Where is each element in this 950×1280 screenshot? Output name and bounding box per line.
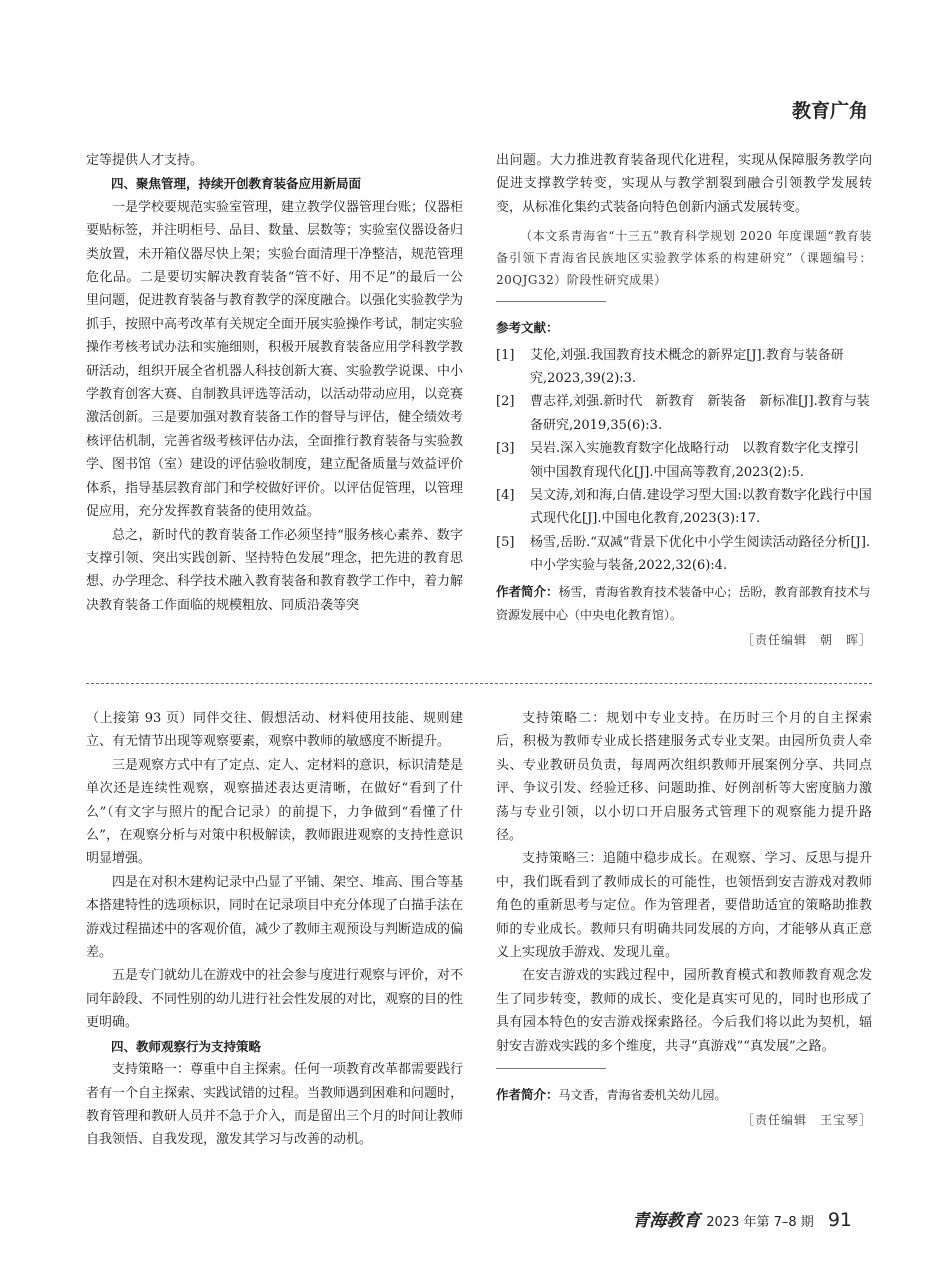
- paragraph: 支持策略三：追随中稳步成长。在观察、学习、反思与提升中，我们既看到了教师成长的可能性，也领悟到安吉游戏对教师角色的重新思考与定位。作为管理者，要借助适宜的策略助推教师的专业成长。教师只有明确共同发展的方向，才能够从真正意义上实现放手游戏、发现儿童。: [496, 851, 872, 961]
- references-title: 参考文献：: [496, 320, 559, 336]
- reference-item: [496, 344, 872, 391]
- paragraph: 一是学校要规范实验室管理，建立教学仪器管理台账；仪器柜要贴标签，并注明柜号、品目、数量、层数等；实验室仪器设备归类放置，未开箱仪器尽快上架；实验台面清理干净整洁，规范管理危化品。二是要切实解决教育装备“管不好、用不足”的最后一公里问题，促进教育装备与教育教学的深度融合。以强化实验教学为抓手，按照中高考改革有关规定全面开展实验操作考试，制定实验操作考核考试办法和实施细则，积极开展教育装备应用学科教学教研活动，组织开展全省机器人科技创新大赛、实验教学说课、中小学教育创客大赛、自制教具评选等活动，以活动带动应用，以竞赛激活创新。三是要加强对教育装备工作的督导与评估，健全绩效考核评估机制，完善省级考核评估办法，全面推行教育装备与实验教学、图书馆（室）建设的评估验收制度，建立配备质量与效益评价体系，指导基层教育部门和学校做好评价。以评估促管理，以管理促应用，充分发挥教育装备的使用效益。: [86, 199, 464, 520]
- reference-item: [496, 484, 872, 531]
- page-footer: [632, 1206, 852, 1231]
- author-info: [496, 580, 872, 627]
- paragraph: 四是在对积木建构记录中凸显了平铺、架空、堆高、围合等基本搭建特性的选项标识，同时在记录项目中充分体现了白描手法在游戏过程描述中的客观价值，减少了教师主观预设与判断造成的偏差。: [86, 874, 464, 961]
- author-label: 作者简介：: [496, 583, 559, 599]
- reference-number: [5]: [496, 534, 515, 550]
- paragraph: 支持策略一：尊重中自主探索。任何一项教育改革都需要践行者有一个自主探索、实践试错的过程。当教师遇到困难和问题时，教育管理和教研人员并不急于介入，而是留出三个月的时间让教师自我领悟、自我发现，激发其学习与改善的动机。: [86, 1062, 464, 1148]
- reference-item: [496, 390, 872, 437]
- reference-text: 吴岩.深入实施教育数字化战略行动 以教育数字化支撑引领中国教育现代化[J].中国高等教育,2023(2):5.: [530, 441, 860, 480]
- bottom-right-column: [496, 707, 872, 1133]
- author-text: 马文香，青海省委机关幼儿园。: [558, 1088, 727, 1103]
- paragraph: 定等提供人才支持。: [86, 153, 204, 168]
- paragraph: 支持策略二：规划中专业支持。在历时三个月的自主探索后，积极为教师专业成长搭建服务式专业支架。由园所负责人牵头、专业教研员负责，每周两次组织教师开展案例分享、共同点评、争议引发、经验迁移、问题助推、好例剖析等大密度脑力激荡与专业引领，以小切口开启服务式管理下的观察能力提升路径。: [496, 711, 872, 844]
- paragraph: （上接第 93 页）同伴交往、假想活动、材料使用技能、规则建立、有无情节出现等观察要素，观察中教师的敏感度不断提升。: [86, 711, 463, 750]
- issue-info: 2023 年第 7–8 期: [706, 1215, 814, 1230]
- paragraph: 五是专门就幼儿在游戏中的社会参与度进行观察与评价，对不同年龄段、不同性别的幼儿进行社会性发展的对比，观察的目的性更明确。: [86, 968, 464, 1031]
- section-title: 教育广角: [791, 100, 868, 122]
- author-text: 杨雪，青海省教育技术装备中心；岳盼，教育部教育技术与资源发展中心（中央电化教育馆）。: [496, 584, 871, 622]
- reference-text: 吴文涛,刘和海,白倩.建设学习型大国:以教育数字化践行中国式现代化[J].中国电化教育,2023(3):17.: [530, 488, 872, 527]
- divider-short: [496, 1068, 606, 1069]
- top-right-column: [496, 149, 872, 652]
- paragraph: 总之，新时代的教育装备工作必须坚持“服务核心素养、数字支撑引领、突出实践创新、坚持特色发展”理念，把先进的教育思想、办学理念、科学技术融入教育装备和教育教学工作中，着力解决教育装备工作面临的规模粗放、同质沿袭等突: [86, 527, 464, 613]
- reference-item: [496, 531, 872, 578]
- bottom-left-column: [86, 707, 463, 1152]
- top-left-column: [86, 149, 463, 617]
- paragraph-continued: 出问题。大力推进教育装备现代化进程，实现从保障服务教学向促进支撑教学转变，实现从与教学割裂到融合引领教学发展转变，从标准化集约式装备向特色创新内涵式发展转变。: [496, 153, 872, 215]
- funding-note: （本文系青海省“十三五”教育科学规划 2020 年度课题“教育装备引领下青海省民族地区实验教学体系的构建研究”（课题编号：20QJG32）阶段性研究成果）: [496, 229, 872, 288]
- author-info: [496, 1083, 872, 1107]
- reference-item: [496, 437, 872, 484]
- editor-credit: ［责任编辑 王宝琴］: [741, 1113, 872, 1128]
- section-heading: 四、教师观察行为支持策略: [111, 1038, 262, 1054]
- reference-number: [1]: [496, 347, 515, 363]
- paragraph: 三是观察方式中有了定点、定人、定材料的意识，标识清楚是单次还是连续性观察，观察描述表达更清晰，在做好“看到了什么”（有文字与照片的配合记录）的前提下，力争做到“看懂了什么”，在观察分析与对策中积极解读，教师跟进观察的支持性意识明显增强。: [86, 757, 464, 867]
- divider-short: [496, 301, 606, 302]
- page-number: 91: [827, 1209, 852, 1231]
- reference-number: [4]: [496, 488, 515, 504]
- author-label: 作者简介：: [496, 1087, 559, 1103]
- reference-number: [2]: [496, 394, 515, 410]
- paragraph: 在安吉游戏的实践过程中，园所教育模式和教师教育观念发生了同步转变，教师的成长、变化是真实可见的，同时也形成了具有园本特色的安吉游戏探索路径。今后我们将以此为契机，辐射安吉游戏实践的多个维度，共寻“真游戏”“真发展”之路。: [496, 968, 872, 1054]
- editor-credit: ［责任编辑 朝 晖］: [741, 632, 872, 647]
- journal-logo: 青海教育: [632, 1211, 701, 1231]
- section-heading: 四、聚焦管理，持续开创教育装备应用新局面: [111, 176, 362, 192]
- reference-text: 艾伦,刘强.我国教育技术概念的新界定[J].教育与装备研究,2023,39(2):3.: [530, 347, 844, 387]
- reference-text: 杨雪,岳盼.“双减”背景下优化中小学生阅读活动路径分析[J].中小学实验与装备,2022,32(6):4.: [530, 534, 871, 574]
- reference-text: 曹志祥,刘强.新时代 新教育 新装备 新标准[J].教育与装备研究,2019,35(6):3.: [530, 394, 870, 433]
- reference-list: [496, 344, 872, 578]
- article-divider: [86, 683, 872, 684]
- reference-number: [3]: [496, 441, 515, 457]
